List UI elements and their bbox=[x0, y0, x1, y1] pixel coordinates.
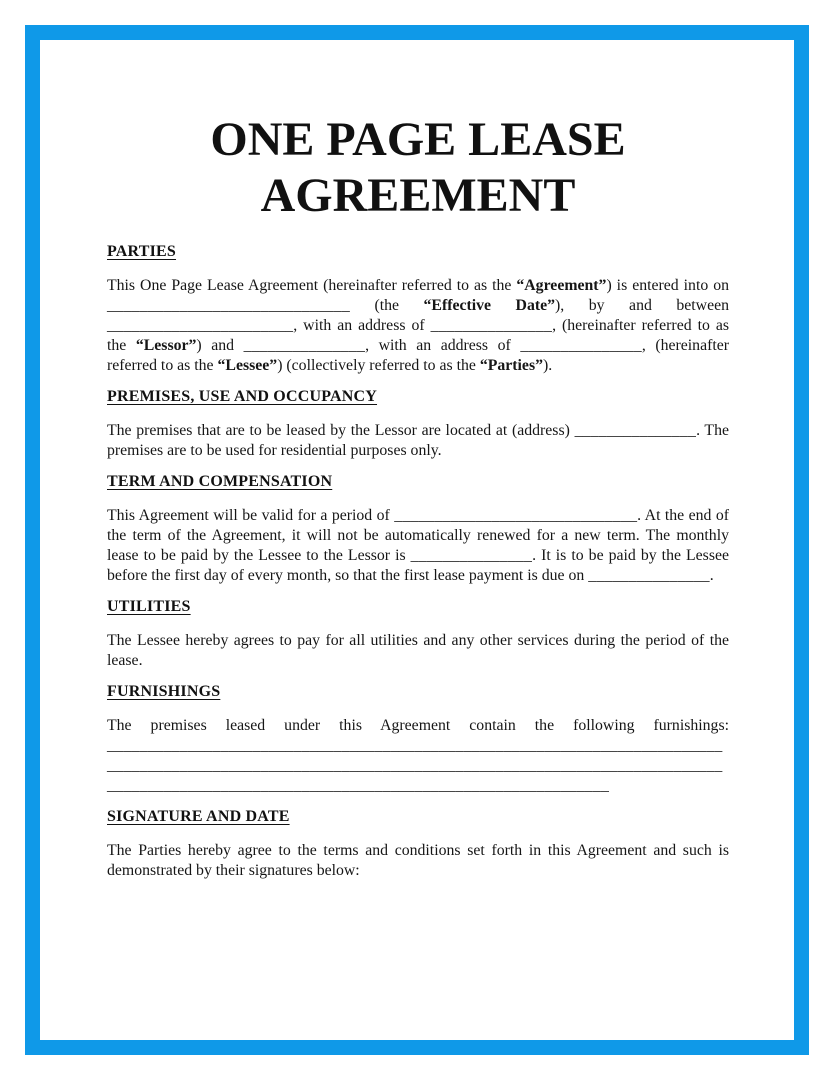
text-segment: The premises that are to be leased by the Lessor are located at (address) bbox=[107, 422, 575, 439]
text-segment: ). bbox=[543, 357, 553, 374]
document-title bbox=[107, 112, 729, 224]
utilities-paragraph bbox=[107, 631, 729, 671]
text-segment: This One Page Lease Agreement (hereinafter referred to as the bbox=[107, 277, 517, 294]
parties-heading: PARTIES bbox=[107, 243, 177, 260]
parties-paragraph bbox=[107, 276, 729, 376]
text-segment: ) (collectively referred to as the bbox=[277, 357, 480, 374]
blank-field[interactable]: _______________________ bbox=[107, 317, 294, 334]
blank-field[interactable]: ______________________________________________________________________________________________________________________________________________________________________________________________________________________ bbox=[107, 737, 723, 794]
utilities-heading: UTILITIES bbox=[107, 598, 191, 615]
bold-term: “Effective Date” bbox=[423, 297, 556, 314]
text-segment: This Agreement will be valid for a period of bbox=[107, 507, 395, 524]
document-body bbox=[107, 112, 729, 881]
furnishings-heading: FURNISHINGS bbox=[107, 683, 221, 700]
text-segment: , (hereinafter referred to as the bbox=[107, 317, 729, 354]
section-premises-use-occupancy bbox=[107, 387, 729, 461]
document-title-line1: ONE PAGE LEASE bbox=[210, 113, 626, 166]
text-segment: , (hereinafter referred to as the bbox=[107, 337, 730, 374]
text-segment: , with an address of bbox=[293, 317, 431, 334]
blank-field[interactable]: _______________ bbox=[574, 422, 697, 439]
section-furnishings bbox=[107, 682, 729, 796]
blank-field[interactable]: ______________________________ bbox=[107, 297, 350, 314]
text-segment: (the bbox=[349, 297, 424, 314]
text-segment: . The premises are to be used for residential purposes only. bbox=[107, 422, 729, 459]
section-signature-date bbox=[107, 807, 729, 881]
text-segment: . It is to be paid by the Lessee before the first day of every month, so that the first lease payment is due on bbox=[107, 547, 729, 584]
bold-term: “Lessee” bbox=[217, 357, 278, 374]
term-paragraph bbox=[107, 506, 729, 586]
blank-field[interactable]: _______________ bbox=[243, 337, 366, 354]
signature-paragraph bbox=[107, 841, 729, 881]
blank-field[interactable]: _______________ bbox=[410, 547, 533, 564]
text-segment: ) and bbox=[196, 337, 244, 354]
bold-term: “Parties” bbox=[479, 357, 543, 374]
section-term-compensation bbox=[107, 472, 729, 586]
section-utilities bbox=[107, 597, 729, 671]
text-segment: The Lessee hereby agrees to pay for all utilities and any other services during the period of the lease. bbox=[107, 632, 729, 669]
text-segment: The premises leased under this Agreement contain the following furnishings: bbox=[107, 717, 729, 734]
premises-paragraph bbox=[107, 421, 729, 461]
furnishings-paragraph bbox=[107, 716, 729, 796]
text-segment: . bbox=[709, 567, 714, 584]
term-heading: TERM AND COMPENSATION bbox=[107, 473, 333, 490]
text-segment: , with an address of bbox=[365, 337, 521, 354]
section-parties bbox=[107, 242, 729, 376]
premises-heading: PREMISES, USE AND OCCUPANCY bbox=[107, 388, 378, 405]
blank-field[interactable]: _______________ bbox=[520, 337, 642, 354]
signature-heading: SIGNATURE AND DATE bbox=[107, 808, 290, 825]
text-segment: ), by and between bbox=[555, 297, 729, 314]
document-title-line2: AGREEMENT bbox=[260, 169, 576, 222]
text-segment: . At the end of the term of the Agreement, it will not be automatically renewed for a new term. The monthly lease to be paid by the Lessee to the Lessor is bbox=[107, 507, 730, 564]
blank-field[interactable]: ______________________________ bbox=[394, 507, 638, 524]
text-segment: ) is entered into on bbox=[606, 277, 729, 294]
blank-field[interactable]: _______________ bbox=[430, 317, 553, 334]
bold-term: “Lessor” bbox=[135, 337, 197, 354]
blank-field[interactable]: _______________ bbox=[588, 567, 710, 584]
bold-term: “Agreement” bbox=[516, 277, 607, 294]
text-segment: The Parties hereby agree to the terms and conditions set forth in this Agreement and such is demonstrated by their signatures below: bbox=[107, 842, 729, 879]
